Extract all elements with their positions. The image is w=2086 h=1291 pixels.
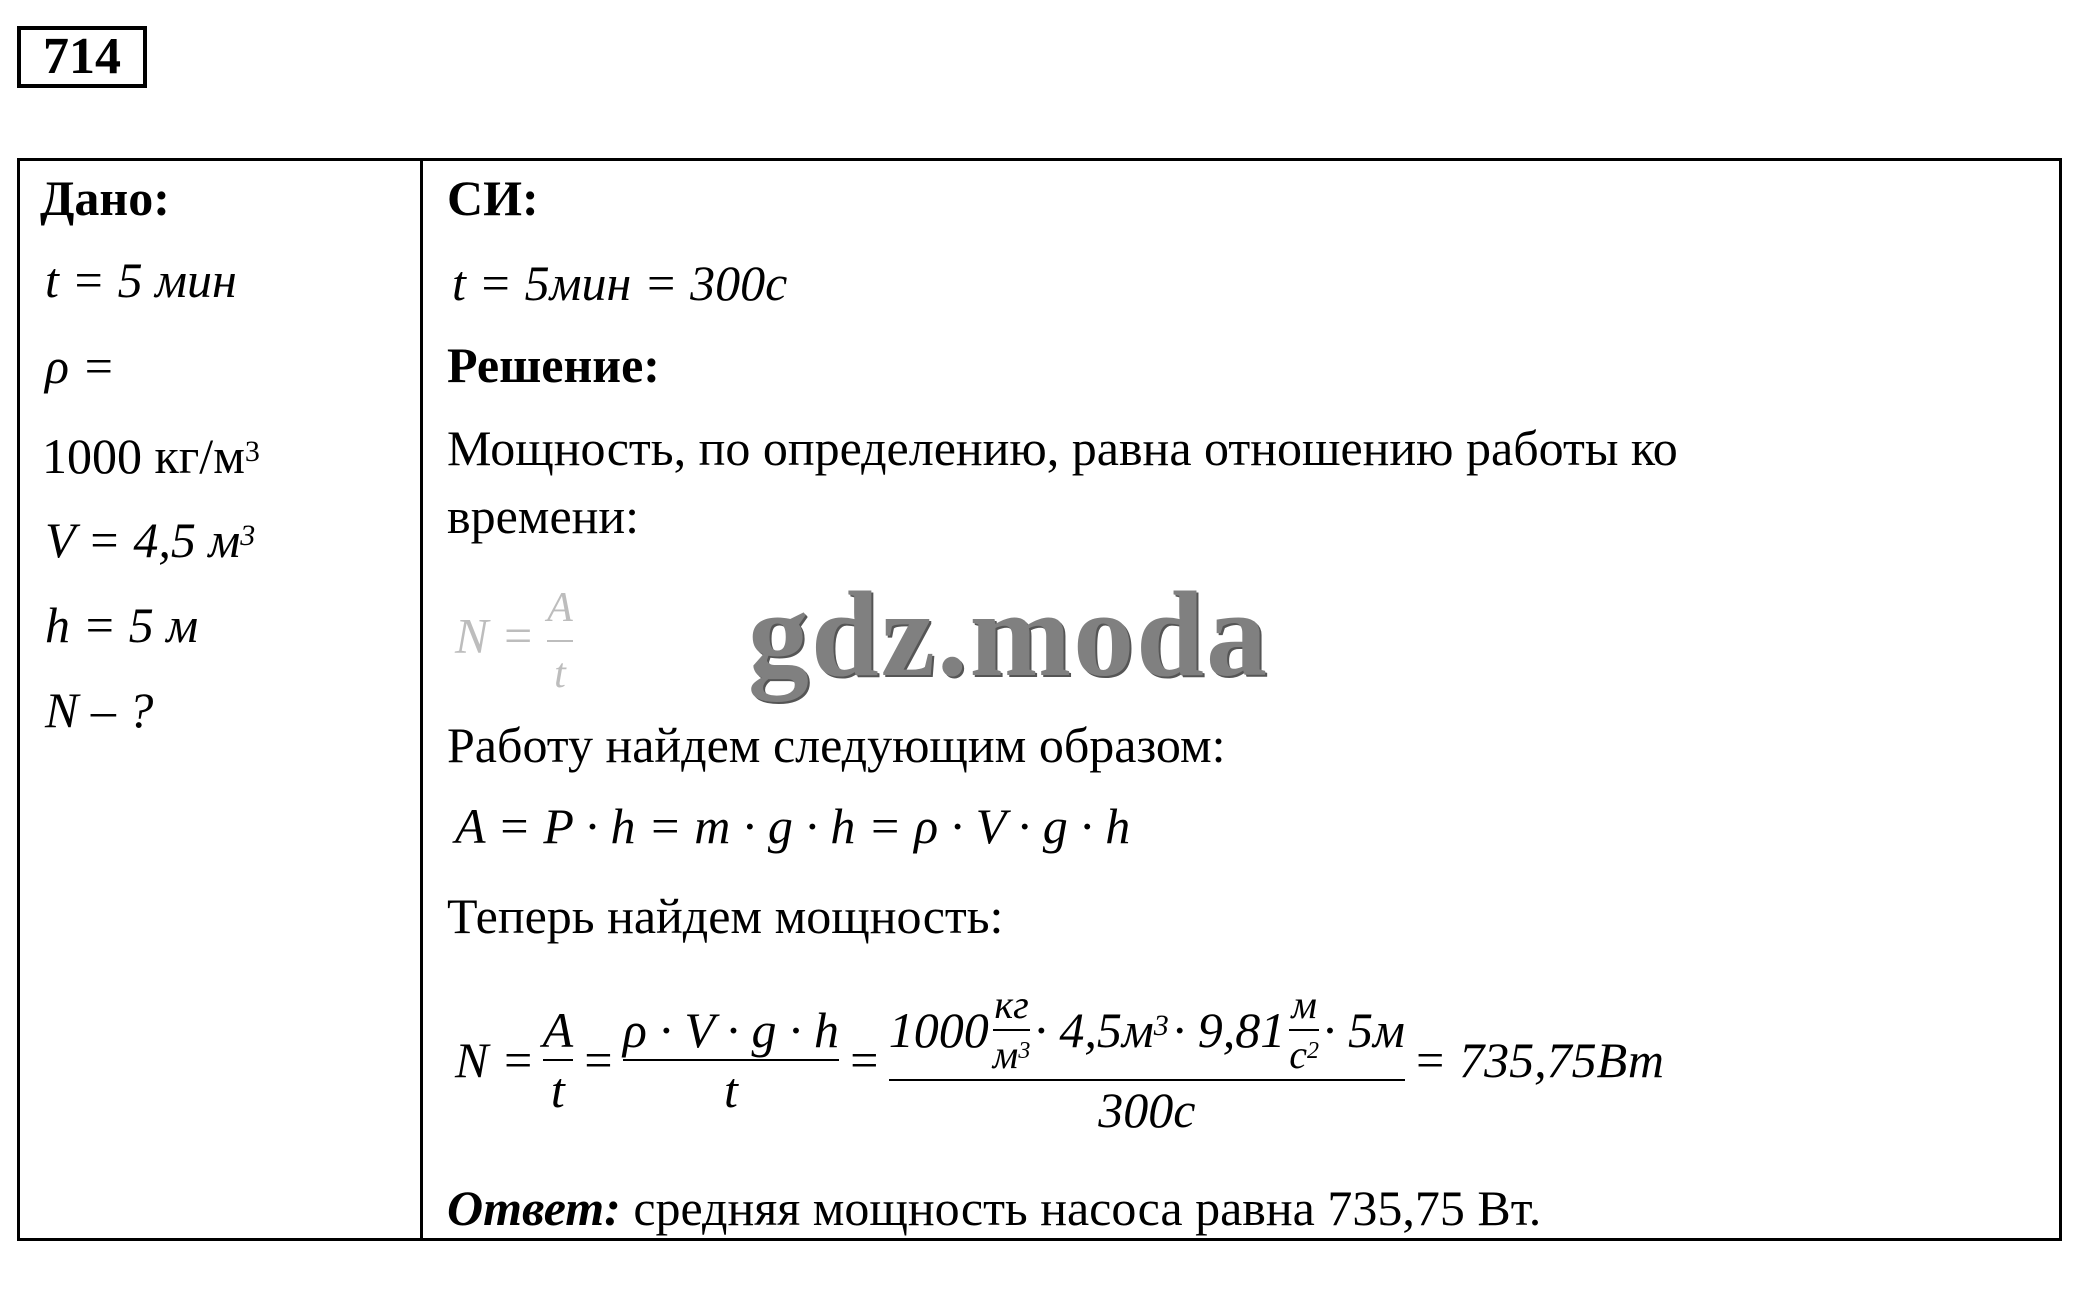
watermark-logo: gdz.moda	[748, 567, 1269, 702]
column-divider	[420, 158, 423, 1241]
solution-header: Решение:	[447, 337, 660, 393]
solution-text-1b: времени:	[447, 488, 640, 544]
given-volume: V = 4,5 $м^3$	[45, 512, 256, 568]
problem-number: 714	[17, 26, 147, 88]
formula-power-definition: N = $\frac{A}{t}$	[455, 585, 573, 697]
given-unknown: N – ?	[45, 682, 154, 738]
formula-work: A = P · h = m · g · h = ρ · V · g · h	[455, 798, 1131, 854]
given-rho-value: 1000 $кг/м^3$	[42, 428, 260, 484]
solution-text-3: Теперь найдем мощность:	[447, 888, 1004, 944]
given-header: Дано:	[40, 170, 170, 226]
answer-line: Ответ: средняя мощность насоса равна 735,75 Вт.	[447, 1180, 1542, 1236]
given-rho: ρ =	[45, 338, 116, 394]
si-header: СИ:	[447, 170, 539, 226]
formula-power-final: N = $\frac{A}{t}$ = $\frac{\rho \cdot V \cdot g \cdot h}{t}$ = 1000 $\frac{кг}{м^3}$ · $4,5м^3$ · 9,81 $\frac{м}{с^2}$ · 5м 300с = 735,75Вт	[455, 982, 1664, 1138]
given-t: t = 5 мин	[45, 252, 237, 308]
si-conversion: t = 5мин = 300с	[452, 255, 788, 311]
solution-text-1: Мощность, по определению, равна отношению работы ко	[447, 420, 1678, 476]
given-height: h = 5 м	[45, 597, 199, 653]
solution-text-2: Работу найдем следующим образом:	[447, 717, 1226, 773]
